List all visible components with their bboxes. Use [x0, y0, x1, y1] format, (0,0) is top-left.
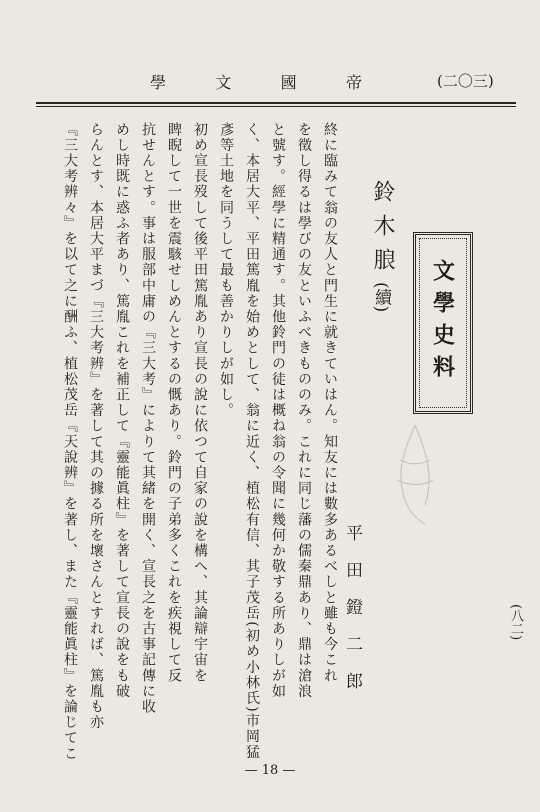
margin-page-mark: (八二) — [508, 604, 523, 641]
header-rule-thin — [36, 106, 516, 107]
journal-title — [150, 70, 362, 93]
body-column: く、本居大平、平田篤胤を始めとして、翁に近く、植松有信、其子茂岳(初め小林氏)市岡猛 — [244, 122, 260, 761]
body-column: を徵し得るは學びの友といふべきもののみ。これに同じ藩の儒秦鼎あり、鼎は滄浪 — [296, 122, 312, 700]
faint-stamp-image — [385, 420, 445, 530]
section-title: 文學史料 — [429, 259, 456, 387]
body-column: と號す。經學に精通す。其他鈴門の徒は概ね翁の令聞に幾何か敬する所ありしが如 — [270, 122, 286, 700]
title-char: 學 — [150, 73, 167, 92]
body-column: 睥睨して一世を震駭せしめんとするの慨あり。鈴門の子弟多くこれを疾視して反 — [166, 122, 182, 684]
continued-mark: (續) — [371, 282, 391, 313]
body-column: めし時既に惑ふ者あり、篤胤これを補正して『靈能眞柱』を著して宣長の說をも破 — [114, 122, 130, 700]
article-subject: 鈴木朖 — [370, 180, 395, 282]
author-name: 平田鐙二郎 — [342, 524, 362, 709]
section-title-box — [413, 232, 473, 414]
header-page-number: (二〇三) — [437, 72, 494, 90]
body-column: 抗せんとす。事は服部中庸の『三大考』によりて其緒を開く、宣長之を古事記傳に收 — [140, 122, 156, 715]
body-column: 終に臨みて翁の友人と門生に就きていはん。知友には數多あるべしと雖も今これ — [322, 122, 338, 684]
body-column: 初め宣長歿して後平田篤胤あり宣長の說に依つて自家の說を構へ、其論辯宇宙を — [192, 122, 208, 684]
title-char: 國 — [280, 73, 297, 92]
title-char: 帝 — [345, 73, 362, 92]
title-char: 文 — [215, 73, 232, 92]
body-column: 『三大考辨々』を以て之に酬ふ、植松茂岳『天說辨』を著し、また『靈能眞柱』を論じてこ — [62, 122, 78, 762]
page-footer-number: — 18 — — [244, 763, 296, 778]
body-column: らんとす、本居大平まづ『三大考辨』を著して其の據る所を壞さんとすれば、篤胤も亦 — [88, 122, 104, 731]
body-column: 彥等土地を同うして最も善かりしが如し。 — [218, 122, 234, 419]
header-rule — [36, 102, 516, 104]
